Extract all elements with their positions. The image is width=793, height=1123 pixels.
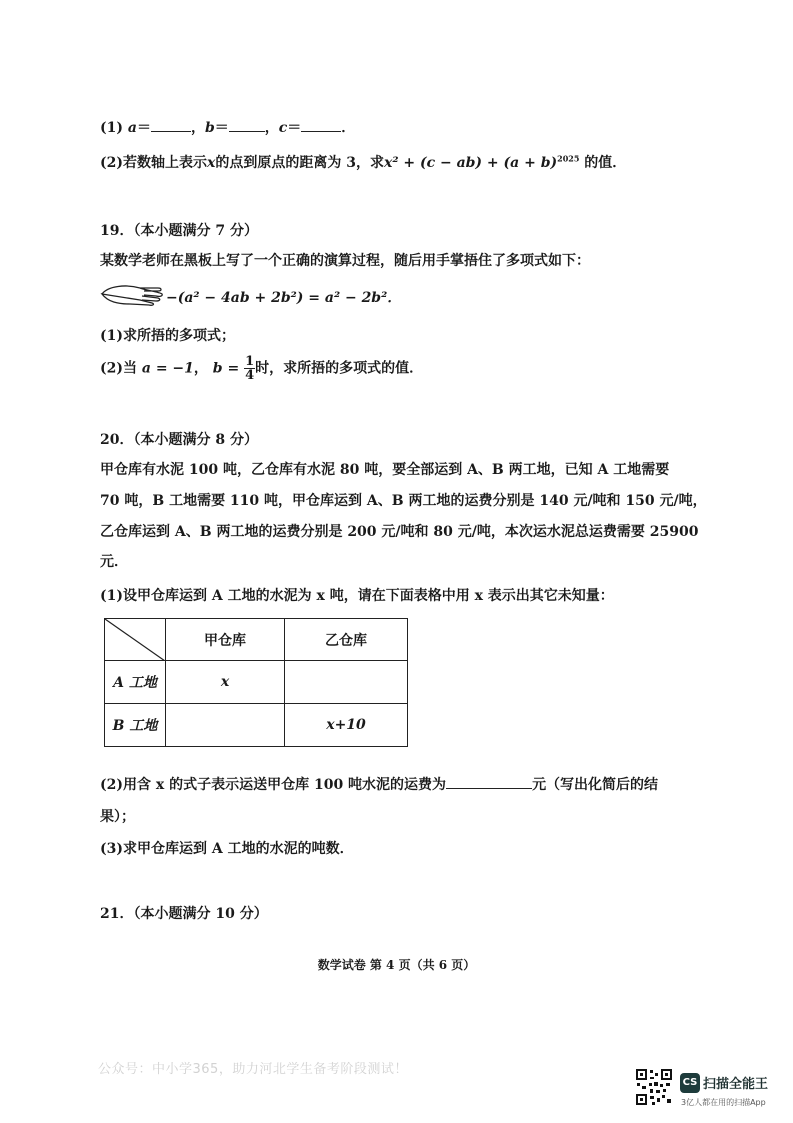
answer-blank-a[interactable]: [151, 131, 191, 132]
q19-part1: (1)求所捂的多项式；: [100, 328, 235, 344]
brand-name: 扫描全能王: [703, 1077, 769, 1092]
table-cell-b-yi[interactable]: x+10: [285, 704, 408, 747]
q20-part2-cont: 果）；: [100, 809, 135, 825]
fraction-one-quarter: $\frac{1}{4}$: [245, 354, 255, 383]
table-header-warehouse-yi: 乙仓库: [285, 619, 408, 661]
q20-para-line4: 元．: [100, 554, 128, 570]
table-cell-b-jia[interactable]: [166, 704, 285, 747]
q18-part1: (1) a＝ ，b＝ ，c＝ ．: [100, 120, 356, 136]
answer-blank-b[interactable]: [229, 131, 265, 132]
table-row-label-a: A 工地: [105, 661, 166, 704]
q19-heading: 19．（本小题满分 7 分）: [100, 223, 258, 239]
q20-table: [104, 618, 408, 747]
q20-para-line2: 70 吨，B 工地需要 110 吨，甲仓库运到 A、B 两工地的运费分别是 140 元/吨和 150 元/吨，: [100, 493, 707, 509]
q20-para-line1: 甲仓库有水泥 100 吨，乙仓库有水泥 80 吨，要全部运到 A、B 两工地，已知 A 工地需要: [100, 462, 670, 478]
q20-part2: (2)用含 x 的式子表示运送甲仓库 100 吨水泥的运费为 元（写出化简后的结: [100, 777, 659, 793]
table-cell-a-jia[interactable]: x: [166, 661, 285, 704]
q21-heading: 21．（本小题满分 10 分）: [100, 906, 268, 922]
table-cell-a-yi[interactable]: [285, 661, 408, 704]
q20-part3: (3)求甲仓库运到 A 工地的水泥的吨数．: [100, 841, 354, 857]
answer-blank-c[interactable]: [301, 131, 341, 132]
page-footer: 数学试卷 第 4 页（共 6 页）: [317, 958, 476, 972]
q20-part1: (1)设甲仓库运到 A 工地的水泥为 x 吨，请在下面表格中用 x 表示出其它未知量：: [100, 588, 614, 604]
qr-code: [635, 1068, 673, 1106]
brand-badge: [680, 1072, 768, 1093]
answer-blank-cost[interactable]: [446, 788, 532, 789]
table-row-label-b: B 工地: [105, 704, 166, 747]
table-header-warehouse-jia: 甲仓库: [166, 619, 285, 661]
hand-icon: [100, 280, 166, 308]
table-corner-diagonal: [105, 619, 166, 661]
q19-intro: 某数学老师在黑板上写了一个正确的演算过程，随后用手掌捂住了多项式如下：: [100, 253, 590, 269]
q20-para-line3: 乙仓库运到 A、B 两工地的运费分别是 200 元/吨和 80 元/吨，本次运水泥总运费需要 25900: [100, 524, 699, 540]
camscanner-logo-icon: CS: [680, 1073, 700, 1093]
brand-tagline: 3亿人都在用的扫描App: [681, 1098, 766, 1107]
q20-heading: 20．（本小题满分 8 分）: [100, 432, 258, 448]
q19-part2: (2)当 a = −1， b = $\frac{1}{4}$ 时，求所捂的多项式的值．: [100, 354, 424, 383]
watermark-text: 公众号：中小学365，助力河北学生备考阶段测试！: [98, 1062, 408, 1077]
q18-part2: (2)若数轴上表示x的点到原点的距离为 3，求$x^2 + (c - ab) + (a + b)^{2025}$ 的值．: [100, 153, 627, 171]
q19-equation: −(a² − 4ab + 2b²) = a² − 2b²．: [166, 290, 402, 306]
